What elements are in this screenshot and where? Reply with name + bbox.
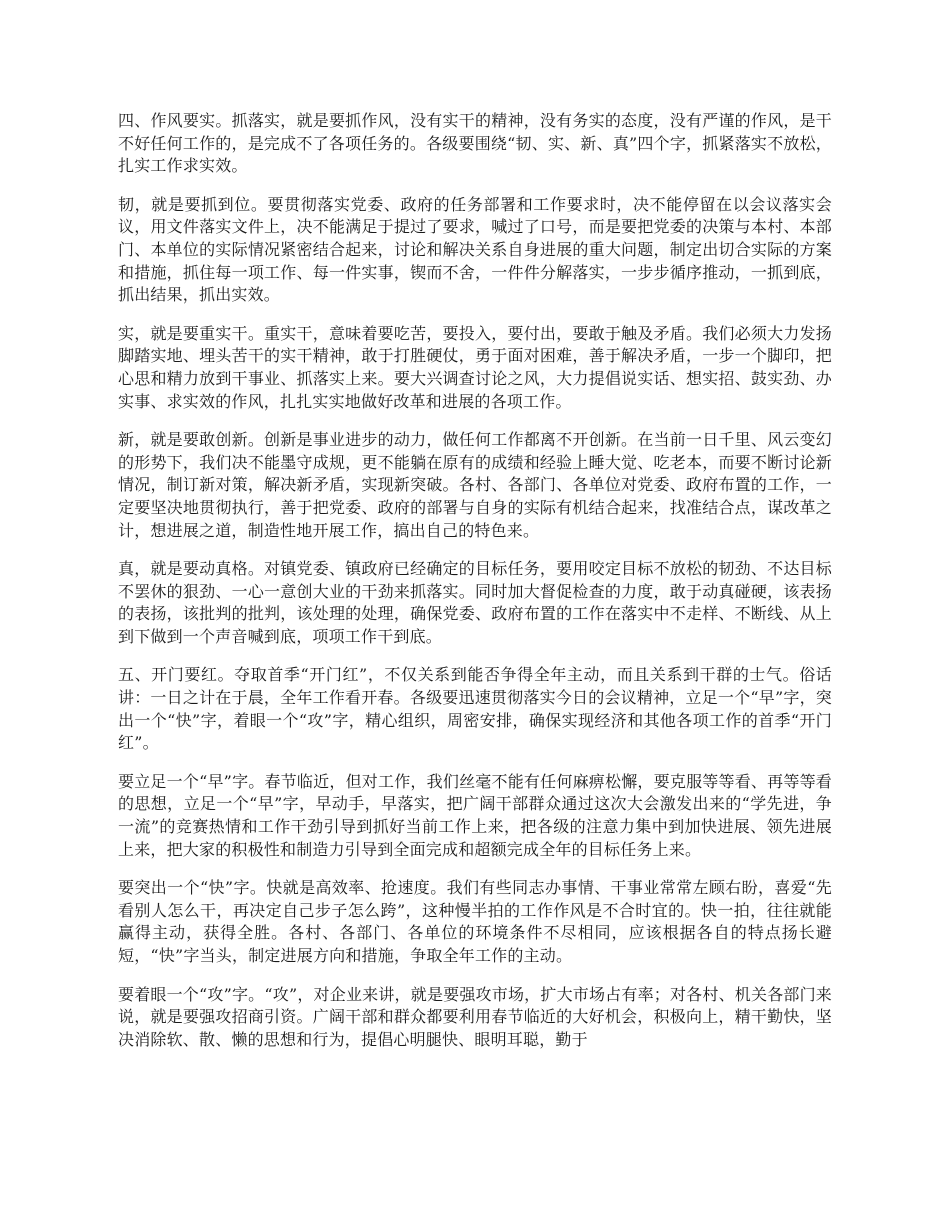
paragraph-earnest: 真，就是要动真格。对镇党委、镇政府已经确定的目标任务，要用咬定目标不放松的韧劲、不达目标不罢休的狠劲、一心一意创大业的干劲来抓落实。同时加大督促检查的力度，敢于动真碰硬，该表扬的表扬，该批判的批判，该处理的处理，确保党委、政府布置的工作在落实中不走样、不断线、从上到下做到一个声音喊到底，项项工作干到底。 xyxy=(118,559,832,646)
paragraph-good-start: 五、开门要红。夺取首季“开门红”，不仅关系到能否争得全年主动，而且关系到干群的士气。俗话讲：一日之计在于晨，全年工作看开春。各级要迅速贯彻落实今日的会议精神，立足一个“早”字，突出一个“快”字，着眼一个“攻”字，精心组织，周密安排，确保实现经济和其他各项工作的首季“开门红”。 xyxy=(118,665,832,753)
paragraph-early: 要立足一个“早”字。春节临近，但对工作，我们丝毫不能有任何麻痹松懈，要克服等等看、再等等看的思想，立足一个“早”字，早动手，早落实，把广阔干部群众通过这次大会激发出来的“学先进，争一流”的竞赛热情和工作干劲引导到抓好当前工作上来，把各级的注意力集中到加快进展、领先进展上来，把大家的积极性和制造力引导到全面完成和超额完成全年的目标任务上来。 xyxy=(118,771,832,859)
paragraph-fast: 要突出一个“快”字。快就是高效率、抢速度。我们有些同志办事情、干事业常常左顾右盼，喜爱“先看别人怎么干，再决定自己步子怎么跨”，这种慢半拍的工作作风是不合时宜的。快一拍，往往就能赢得主动，获得全胜。各村、各部门、各单位的环境条件不尽相同，应该根据各自的特点扬长避短，“快”字当头，制定进展方向和措施，争取全年工作的主动。 xyxy=(118,878,832,965)
paragraph-practical: 实，就是要重实干。重实干，意味着要吃苦，要投入，要付出，要敢于触及矛盾。我们必须大力发扬脚踏实地、埋头苦干的实干精神，敢于打胜硬仗，勇于面对困难，善于解决矛盾，一步一个脚印，把心思和精力放到干事业、抓落实上来。要大兴调查讨论之风，大力提倡说实话、想实招、鼓实劲、办实事、求实效的作风，扎扎实实地做好改革和进展的各项工作。 xyxy=(118,323,832,411)
paragraph-tenacity: 韧，就是要抓到位。要贯彻落实党委、政府的任务部署和工作要求时，决不能停留在以会议落实会议，用文件落实文件上，决不能满足于提过了要求，喊过了口号，而是要把党委的决策与本村、本部门、本单位的实际情况紧密结合起来，讨论和解决关系自身进展的重大问题，制定出切合实际的方案和措施，抓住每一项工作、每一件实事，锲而不舍，一件件分解落实，一步步循序推动，一抓到底，抓出结果，抓出实效。 xyxy=(118,194,832,305)
paragraph-attack: 要着眼一个“攻”字。“攻”，对企业来讲，就是要强攻市场，扩大市场占有率；对各村、机关各部门来说，就是要强攻招商引资。广阔干部和群众都要利用春节临近的大好机会，积极向上，精干勤快，坚决消除软、散、懒的思想和行为，提倡心明腿快、眼明耳聪，勤于 xyxy=(118,984,832,1049)
paragraph-innovation: 新，就是要敢创新。创新是事业进步的动力，做任何工作都离不开创新。在当前一日千里、风云变幻的形势下，我们决不能墨守成规，更不能躺在原有的成绩和经验上睡大觉、吃老本，而要不断讨论新情况，制订新对策，解决新矛盾，实现新突破。各村、各部门、各单位对党委、政府布置的工作，一定要坚决地贯彻执行，善于把党委、政府的部署与自身的实际有机结合起来，找准结合点，谋改革之计，想进展之道，制造性地开展工作，搞出自己的特色来。 xyxy=(118,430,832,540)
paragraph-work-style: 四、作风要实。抓落实，就是要抓作风，没有实干的精神，没有务实的态度，没有严谨的作风，是干不好任何工作的，是完成不了各项任务的。各级要围绕“韧、实、新、真”四个字，抓紧落实不放松，扎实工作求实效。 xyxy=(118,111,832,176)
